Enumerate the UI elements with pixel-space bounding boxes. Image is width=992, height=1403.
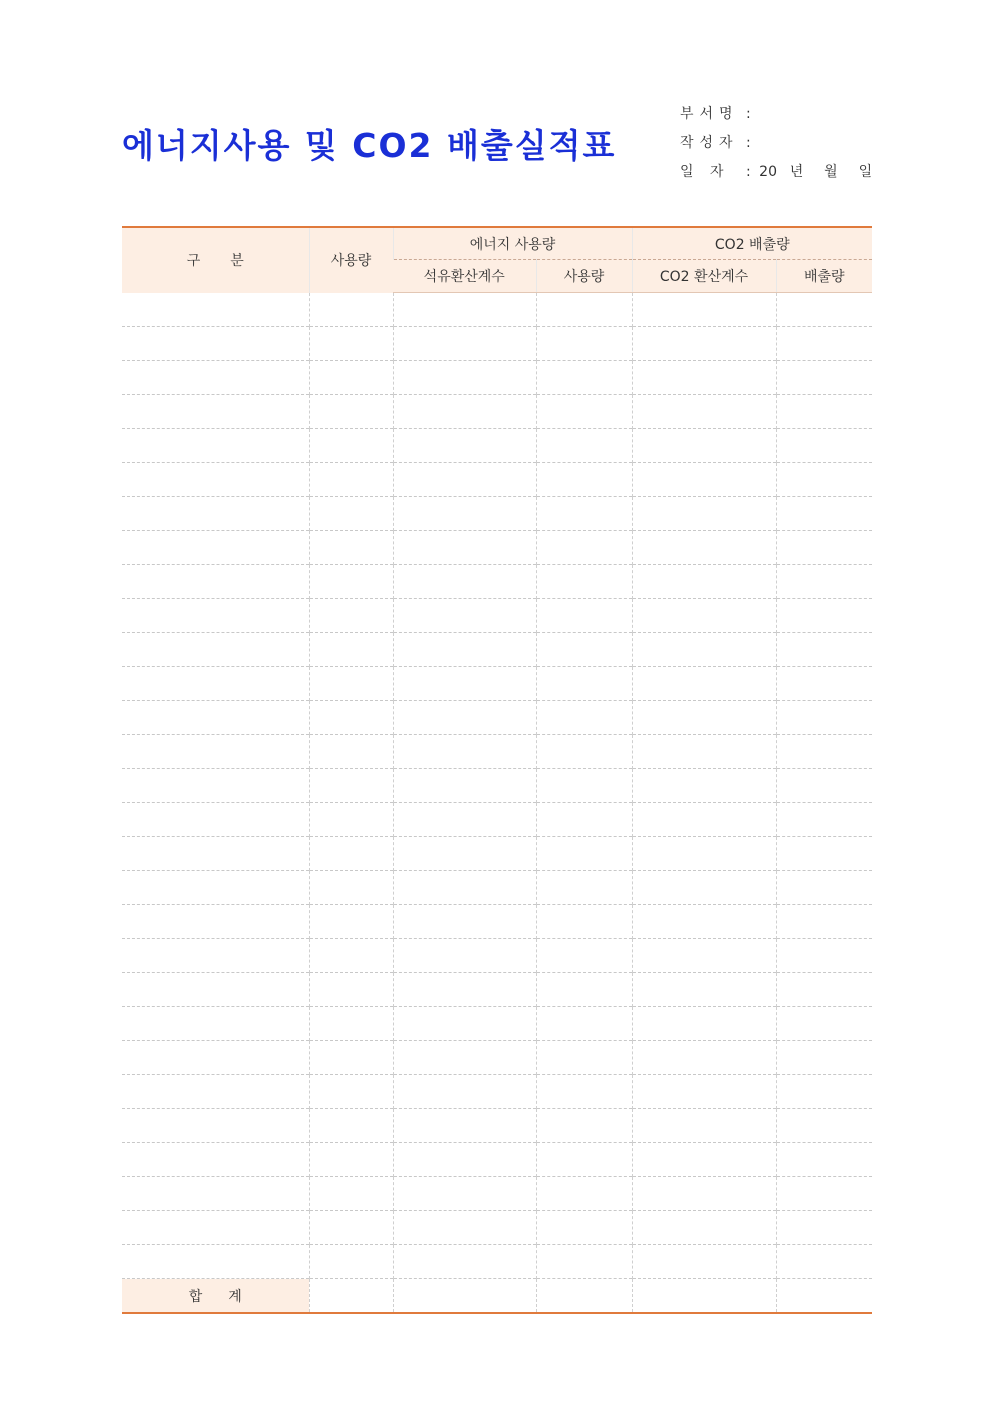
table-row: [122, 633, 872, 667]
usage-cell[interactable]: [309, 667, 393, 701]
energy-usage-cell[interactable]: [536, 531, 632, 565]
table-row: [122, 735, 872, 769]
emission-cell[interactable]: [776, 1109, 872, 1143]
oil-factor-cell[interactable]: [393, 1245, 536, 1279]
emission-cell[interactable]: [776, 1211, 872, 1245]
header-energy-usage: 사용량: [536, 260, 632, 293]
usage-cell[interactable]: [309, 837, 393, 871]
table-row: [122, 531, 872, 565]
energy-usage-cell[interactable]: [536, 871, 632, 905]
usage-cell[interactable]: [309, 565, 393, 599]
emission-cell[interactable]: [776, 701, 872, 735]
oil-factor-cell[interactable]: [393, 1211, 536, 1245]
total-emission-cell[interactable]: [776, 1279, 872, 1314]
co2-factor-cell[interactable]: [632, 701, 776, 735]
co2-factor-cell[interactable]: [632, 871, 776, 905]
usage-cell[interactable]: [309, 463, 393, 497]
oil-factor-cell[interactable]: [393, 905, 536, 939]
table-row: [122, 361, 872, 395]
usage-cell[interactable]: [309, 1007, 393, 1041]
co2-factor-cell[interactable]: [632, 769, 776, 803]
emission-cell[interactable]: [776, 463, 872, 497]
energy-usage-cell[interactable]: [536, 667, 632, 701]
emission-cell[interactable]: [776, 565, 872, 599]
category-cell[interactable]: [122, 599, 309, 633]
usage-cell[interactable]: [309, 429, 393, 463]
category-cell[interactable]: [122, 973, 309, 1007]
usage-cell[interactable]: [309, 701, 393, 735]
emission-cell[interactable]: [776, 973, 872, 1007]
co2-factor-cell[interactable]: [632, 905, 776, 939]
emission-cell[interactable]: [776, 531, 872, 565]
usage-cell[interactable]: [309, 1041, 393, 1075]
energy-usage-cell[interactable]: [536, 837, 632, 871]
table-row: [122, 973, 872, 1007]
category-cell[interactable]: [122, 395, 309, 429]
co2-factor-cell[interactable]: [632, 667, 776, 701]
category-cell[interactable]: [122, 531, 309, 565]
dept-label: 부서명: [680, 106, 739, 122]
category-cell[interactable]: [122, 701, 309, 735]
table-row: [122, 837, 872, 871]
meta-date-row: [680, 158, 880, 187]
usage-cell[interactable]: [309, 939, 393, 973]
category-cell[interactable]: [122, 905, 309, 939]
usage-cell[interactable]: [309, 1109, 393, 1143]
oil-factor-cell[interactable]: [393, 531, 536, 565]
oil-factor-cell[interactable]: [393, 1041, 536, 1075]
emission-cell[interactable]: [776, 429, 872, 463]
category-cell[interactable]: [122, 837, 309, 871]
table-row: [122, 803, 872, 837]
header-energy-group: 에너지 사용량: [393, 227, 632, 260]
emission-cell[interactable]: [776, 837, 872, 871]
energy-usage-cell[interactable]: [536, 395, 632, 429]
energy-usage-cell[interactable]: [536, 1143, 632, 1177]
co2-factor-cell[interactable]: [632, 939, 776, 973]
author-colon: :: [746, 135, 751, 151]
category-cell[interactable]: [122, 1075, 309, 1109]
energy-usage-cell[interactable]: [536, 1245, 632, 1279]
emission-table: [122, 226, 872, 1314]
co2-factor-cell[interactable]: [632, 531, 776, 565]
header-oil-factor: 석유환산계수: [393, 260, 536, 293]
table-row: [122, 939, 872, 973]
table-row: [122, 1177, 872, 1211]
emission-cell[interactable]: [776, 361, 872, 395]
emission-cell[interactable]: [776, 1007, 872, 1041]
oil-factor-cell[interactable]: [393, 803, 536, 837]
table-row: [122, 463, 872, 497]
table-row: [122, 667, 872, 701]
category-cell[interactable]: [122, 769, 309, 803]
emission-cell[interactable]: [776, 769, 872, 803]
category-cell[interactable]: [122, 565, 309, 599]
emission-cell[interactable]: [776, 599, 872, 633]
header-row-1: [122, 227, 872, 260]
oil-factor-cell[interactable]: [393, 1007, 536, 1041]
emission-cell[interactable]: [776, 1245, 872, 1279]
date-day-label: 일: [858, 164, 873, 180]
oil-factor-cell[interactable]: [393, 633, 536, 667]
usage-cell[interactable]: [309, 1075, 393, 1109]
table-row: [122, 1109, 872, 1143]
co2-factor-cell[interactable]: [632, 429, 776, 463]
energy-usage-cell[interactable]: [536, 1109, 632, 1143]
category-cell[interactable]: [122, 1109, 309, 1143]
table-row: [122, 1143, 872, 1177]
energy-usage-cell[interactable]: [536, 939, 632, 973]
co2-factor-cell[interactable]: [632, 327, 776, 361]
date-month-label: 월: [824, 164, 838, 180]
table-row: [122, 565, 872, 599]
page-title: 에너지사용 및 CO2 배출실적표: [122, 126, 617, 165]
oil-factor-cell[interactable]: [393, 769, 536, 803]
energy-usage-cell[interactable]: [536, 701, 632, 735]
oil-factor-cell[interactable]: [393, 429, 536, 463]
usage-cell[interactable]: [309, 803, 393, 837]
table-row: [122, 871, 872, 905]
usage-cell[interactable]: [309, 1143, 393, 1177]
oil-factor-cell[interactable]: [393, 497, 536, 531]
co2-factor-cell[interactable]: [632, 1177, 776, 1211]
emission-cell[interactable]: [776, 939, 872, 973]
energy-usage-cell[interactable]: [536, 361, 632, 395]
category-cell[interactable]: [122, 429, 309, 463]
usage-cell[interactable]: [309, 769, 393, 803]
oil-factor-cell[interactable]: [393, 939, 536, 973]
dept-colon: :: [746, 106, 751, 122]
oil-factor-cell[interactable]: [393, 871, 536, 905]
category-cell[interactable]: [122, 361, 309, 395]
usage-cell[interactable]: [309, 871, 393, 905]
category-cell[interactable]: [122, 327, 309, 361]
energy-usage-cell[interactable]: [536, 803, 632, 837]
table-row: [122, 599, 872, 633]
co2-factor-cell[interactable]: [632, 1041, 776, 1075]
energy-usage-cell[interactable]: [536, 905, 632, 939]
energy-usage-cell[interactable]: [536, 769, 632, 803]
category-cell[interactable]: [122, 1143, 309, 1177]
usage-cell[interactable]: [309, 905, 393, 939]
meta-dept-row: [680, 100, 880, 129]
header-emission: 배출량: [776, 260, 872, 293]
category-cell[interactable]: [122, 735, 309, 769]
emission-cell[interactable]: [776, 633, 872, 667]
date-year-prefix: 20: [759, 164, 777, 180]
category-cell[interactable]: [122, 633, 309, 667]
co2-factor-cell[interactable]: [632, 1075, 776, 1109]
energy-usage-cell[interactable]: [536, 599, 632, 633]
emission-cell[interactable]: [776, 327, 872, 361]
emission-cell[interactable]: [776, 803, 872, 837]
co2-factor-cell[interactable]: [632, 973, 776, 1007]
oil-factor-cell[interactable]: [393, 463, 536, 497]
table-row: [122, 497, 872, 531]
emission-cell[interactable]: [776, 1075, 872, 1109]
energy-usage-cell[interactable]: [536, 633, 632, 667]
table-row: [122, 429, 872, 463]
co2-factor-cell[interactable]: [632, 361, 776, 395]
energy-usage-cell[interactable]: [536, 1007, 632, 1041]
emission-cell[interactable]: [776, 1143, 872, 1177]
category-cell[interactable]: [122, 1041, 309, 1075]
usage-cell[interactable]: [309, 1211, 393, 1245]
total-co2-factor-cell[interactable]: [632, 1279, 776, 1314]
oil-factor-cell[interactable]: [393, 667, 536, 701]
table-row: [122, 701, 872, 735]
header-co2-group: CO2 배출량: [632, 227, 872, 260]
oil-factor-cell[interactable]: [393, 599, 536, 633]
co2-factor-cell[interactable]: [632, 463, 776, 497]
energy-usage-cell[interactable]: [536, 973, 632, 1007]
co2-factor-cell[interactable]: [632, 633, 776, 667]
co2-factor-cell[interactable]: [632, 293, 776, 327]
table-row: [122, 1007, 872, 1041]
table-row: [122, 327, 872, 361]
energy-usage-cell[interactable]: [536, 463, 632, 497]
emission-cell[interactable]: [776, 1177, 872, 1211]
energy-usage-cell[interactable]: [536, 735, 632, 769]
table-body: [122, 293, 872, 1279]
co2-factor-cell[interactable]: [632, 837, 776, 871]
category-cell[interactable]: [122, 1177, 309, 1211]
energy-usage-cell[interactable]: [536, 327, 632, 361]
energy-usage-cell[interactable]: [536, 497, 632, 531]
category-cell[interactable]: [122, 293, 309, 327]
co2-factor-cell[interactable]: [632, 497, 776, 531]
emission-cell[interactable]: [776, 293, 872, 327]
emission-cell[interactable]: [776, 497, 872, 531]
table-row: [122, 1041, 872, 1075]
oil-factor-cell[interactable]: [393, 1143, 536, 1177]
emission-cell[interactable]: [776, 735, 872, 769]
oil-factor-cell[interactable]: [393, 395, 536, 429]
emission-cell[interactable]: [776, 395, 872, 429]
oil-factor-cell[interactable]: [393, 1109, 536, 1143]
emission-cell[interactable]: [776, 667, 872, 701]
co2-factor-cell[interactable]: [632, 1245, 776, 1279]
usage-cell[interactable]: [309, 293, 393, 327]
usage-cell[interactable]: [309, 361, 393, 395]
usage-cell[interactable]: [309, 599, 393, 633]
co2-factor-cell[interactable]: [632, 735, 776, 769]
meta-author-row: [680, 129, 880, 158]
energy-usage-cell[interactable]: [536, 565, 632, 599]
usage-cell[interactable]: [309, 1177, 393, 1211]
total-usage-cell[interactable]: [309, 1279, 393, 1314]
usage-cell[interactable]: [309, 633, 393, 667]
energy-usage-cell[interactable]: [536, 429, 632, 463]
energy-usage-cell[interactable]: [536, 1177, 632, 1211]
table-row: [122, 395, 872, 429]
category-cell[interactable]: [122, 803, 309, 837]
category-cell[interactable]: [122, 463, 309, 497]
usage-cell[interactable]: [309, 1245, 393, 1279]
usage-cell[interactable]: [309, 735, 393, 769]
oil-factor-cell[interactable]: [393, 1075, 536, 1109]
header-co2-factor: CO2 환산계수: [632, 260, 776, 293]
co2-factor-cell[interactable]: [632, 803, 776, 837]
usage-cell[interactable]: [309, 973, 393, 1007]
table-row: [122, 1211, 872, 1245]
total-oil-factor-cell[interactable]: [393, 1279, 536, 1314]
oil-factor-cell[interactable]: [393, 327, 536, 361]
total-energy-usage-cell[interactable]: [536, 1279, 632, 1314]
category-cell[interactable]: [122, 1007, 309, 1041]
emission-cell[interactable]: [776, 871, 872, 905]
table-row: [122, 769, 872, 803]
table-row: [122, 1075, 872, 1109]
date-label: 일 자: [680, 164, 730, 180]
table-row: [122, 905, 872, 939]
usage-cell[interactable]: [309, 327, 393, 361]
co2-factor-cell[interactable]: [632, 1109, 776, 1143]
category-cell[interactable]: [122, 1211, 309, 1245]
usage-cell[interactable]: [309, 395, 393, 429]
category-cell[interactable]: [122, 1245, 309, 1279]
date-colon: :: [746, 164, 751, 180]
date-year-label: 년: [789, 164, 804, 180]
co2-factor-cell[interactable]: [632, 1007, 776, 1041]
usage-cell[interactable]: [309, 497, 393, 531]
category-cell[interactable]: [122, 871, 309, 905]
co2-factor-cell[interactable]: [632, 1143, 776, 1177]
energy-usage-cell[interactable]: [536, 1075, 632, 1109]
co2-factor-cell[interactable]: [632, 1211, 776, 1245]
oil-factor-cell[interactable]: [393, 565, 536, 599]
oil-factor-cell[interactable]: [393, 1177, 536, 1211]
emission-cell[interactable]: [776, 905, 872, 939]
co2-factor-cell[interactable]: [632, 395, 776, 429]
usage-cell[interactable]: [309, 531, 393, 565]
emission-cell[interactable]: [776, 1041, 872, 1075]
total-row: [122, 1279, 872, 1314]
table-row: [122, 293, 872, 327]
table-row: [122, 1245, 872, 1279]
energy-usage-cell[interactable]: [536, 1041, 632, 1075]
oil-factor-cell[interactable]: [393, 361, 536, 395]
energy-usage-cell[interactable]: [536, 293, 632, 327]
oil-factor-cell[interactable]: [393, 973, 536, 1007]
category-cell[interactable]: [122, 497, 309, 531]
document-meta: [680, 100, 880, 187]
category-cell[interactable]: [122, 667, 309, 701]
header-usage: 사용량: [309, 227, 393, 293]
oil-factor-cell[interactable]: [393, 735, 536, 769]
header-category: 구분: [122, 227, 309, 293]
oil-factor-cell[interactable]: [393, 701, 536, 735]
category-cell[interactable]: [122, 939, 309, 973]
co2-factor-cell[interactable]: [632, 565, 776, 599]
co2-factor-cell[interactable]: [632, 599, 776, 633]
author-label: 작성자: [680, 135, 739, 151]
total-label: 합계: [122, 1279, 309, 1314]
energy-usage-cell[interactable]: [536, 1211, 632, 1245]
oil-factor-cell[interactable]: [393, 293, 536, 327]
oil-factor-cell[interactable]: [393, 837, 536, 871]
